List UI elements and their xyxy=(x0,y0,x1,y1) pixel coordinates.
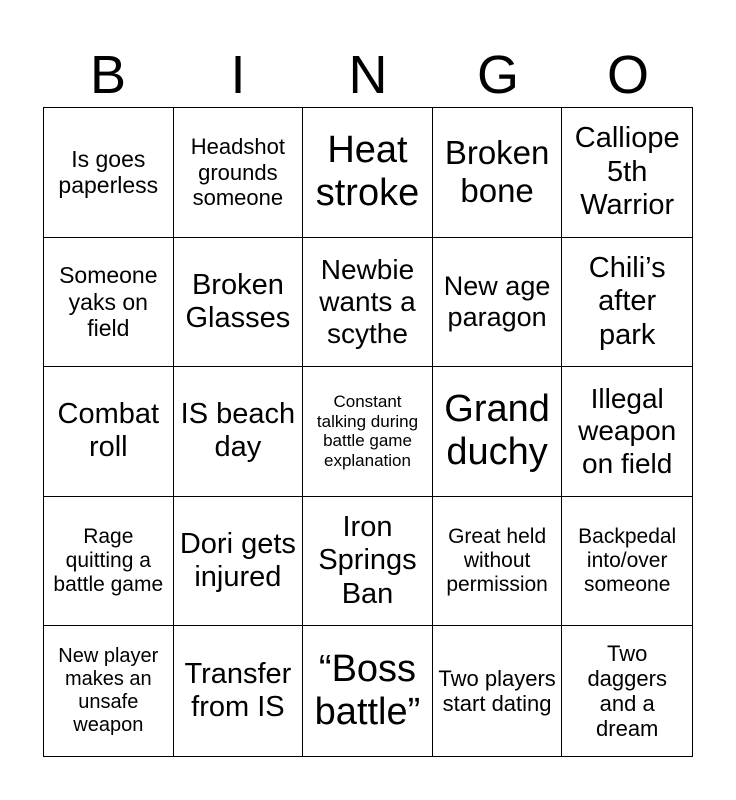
cell-text: “Boss battle” xyxy=(314,647,421,734)
bingo-cell[interactable] xyxy=(433,497,563,627)
cell-text: Grand duchy xyxy=(444,387,550,474)
cell-text: Rage quitting a battle game xyxy=(53,524,164,597)
cell-text: Someone yaks on field xyxy=(59,262,158,342)
bingo-cell[interactable] xyxy=(44,626,174,756)
bingo-cell[interactable] xyxy=(433,108,563,238)
bingo-cell[interactable] xyxy=(44,497,174,627)
header-letter-g: G xyxy=(476,45,519,105)
cell-text: Chili’s after park xyxy=(588,251,666,351)
bingo-cell[interactable] xyxy=(303,238,433,368)
cell-text: Broken Glasses xyxy=(185,268,291,334)
bingo-cell[interactable] xyxy=(562,626,692,756)
cell-text: Transfer from IS xyxy=(184,657,292,724)
cell-text: Is goes paperless xyxy=(58,145,159,199)
bingo-grid xyxy=(43,107,693,757)
cell-text: Newbie wants a scythe xyxy=(319,253,416,349)
cell-text: Two daggers and a dream xyxy=(587,640,667,742)
bingo-cell[interactable] xyxy=(433,626,563,756)
bingo-cell[interactable] xyxy=(44,367,174,497)
bingo-cell[interactable] xyxy=(174,367,304,497)
bingo-cell[interactable] xyxy=(303,626,433,756)
cell-text: New player makes an unsafe weapon xyxy=(58,645,159,737)
header-letter-n: N xyxy=(348,45,388,105)
cell-text: Dori gets injured xyxy=(179,527,296,594)
bingo-cell[interactable] xyxy=(303,367,433,497)
header-letter-i: I xyxy=(230,45,246,105)
bingo-cell[interactable] xyxy=(174,108,304,238)
bingo-cell[interactable] xyxy=(174,238,304,368)
bingo-cell[interactable] xyxy=(562,238,692,368)
cell-text: Broken bone xyxy=(444,134,550,210)
bingo-cell[interactable] xyxy=(44,238,174,368)
cell-text: Two players start dating xyxy=(438,665,556,717)
header-letter-o: O xyxy=(606,45,649,105)
bingo-cell[interactable] xyxy=(303,497,433,627)
header-letter-b: B xyxy=(89,45,127,105)
cell-text: Iron Springs Ban xyxy=(318,511,417,610)
cell-text: Backpedal into/over someone xyxy=(578,524,677,597)
cell-text: Constant talking during battle game explanation xyxy=(316,392,419,471)
bingo-cell[interactable] xyxy=(174,497,304,627)
cell-text: Illegal weapon on field xyxy=(578,383,677,479)
bingo-cell[interactable] xyxy=(174,626,304,756)
cell-text: IS beach day xyxy=(180,398,296,464)
bingo-cell[interactable] xyxy=(303,108,433,238)
cell-text: Headshot grounds someone xyxy=(190,134,285,210)
cell-text: New age paragon xyxy=(443,270,551,332)
bingo-cell[interactable] xyxy=(562,497,692,627)
bingo-cell[interactable] xyxy=(433,367,563,497)
cell-text: Calliope 5th Warrior xyxy=(574,122,680,221)
bingo-header xyxy=(43,42,693,108)
cell-text: Combat roll xyxy=(57,398,160,464)
cell-text: Great held without permission xyxy=(446,524,548,597)
bingo-cell[interactable] xyxy=(433,238,563,368)
bingo-cell[interactable] xyxy=(44,108,174,238)
bingo-cell[interactable] xyxy=(562,108,692,238)
cell-text: Heat stroke xyxy=(315,128,420,215)
bingo-cell[interactable] xyxy=(562,367,692,497)
